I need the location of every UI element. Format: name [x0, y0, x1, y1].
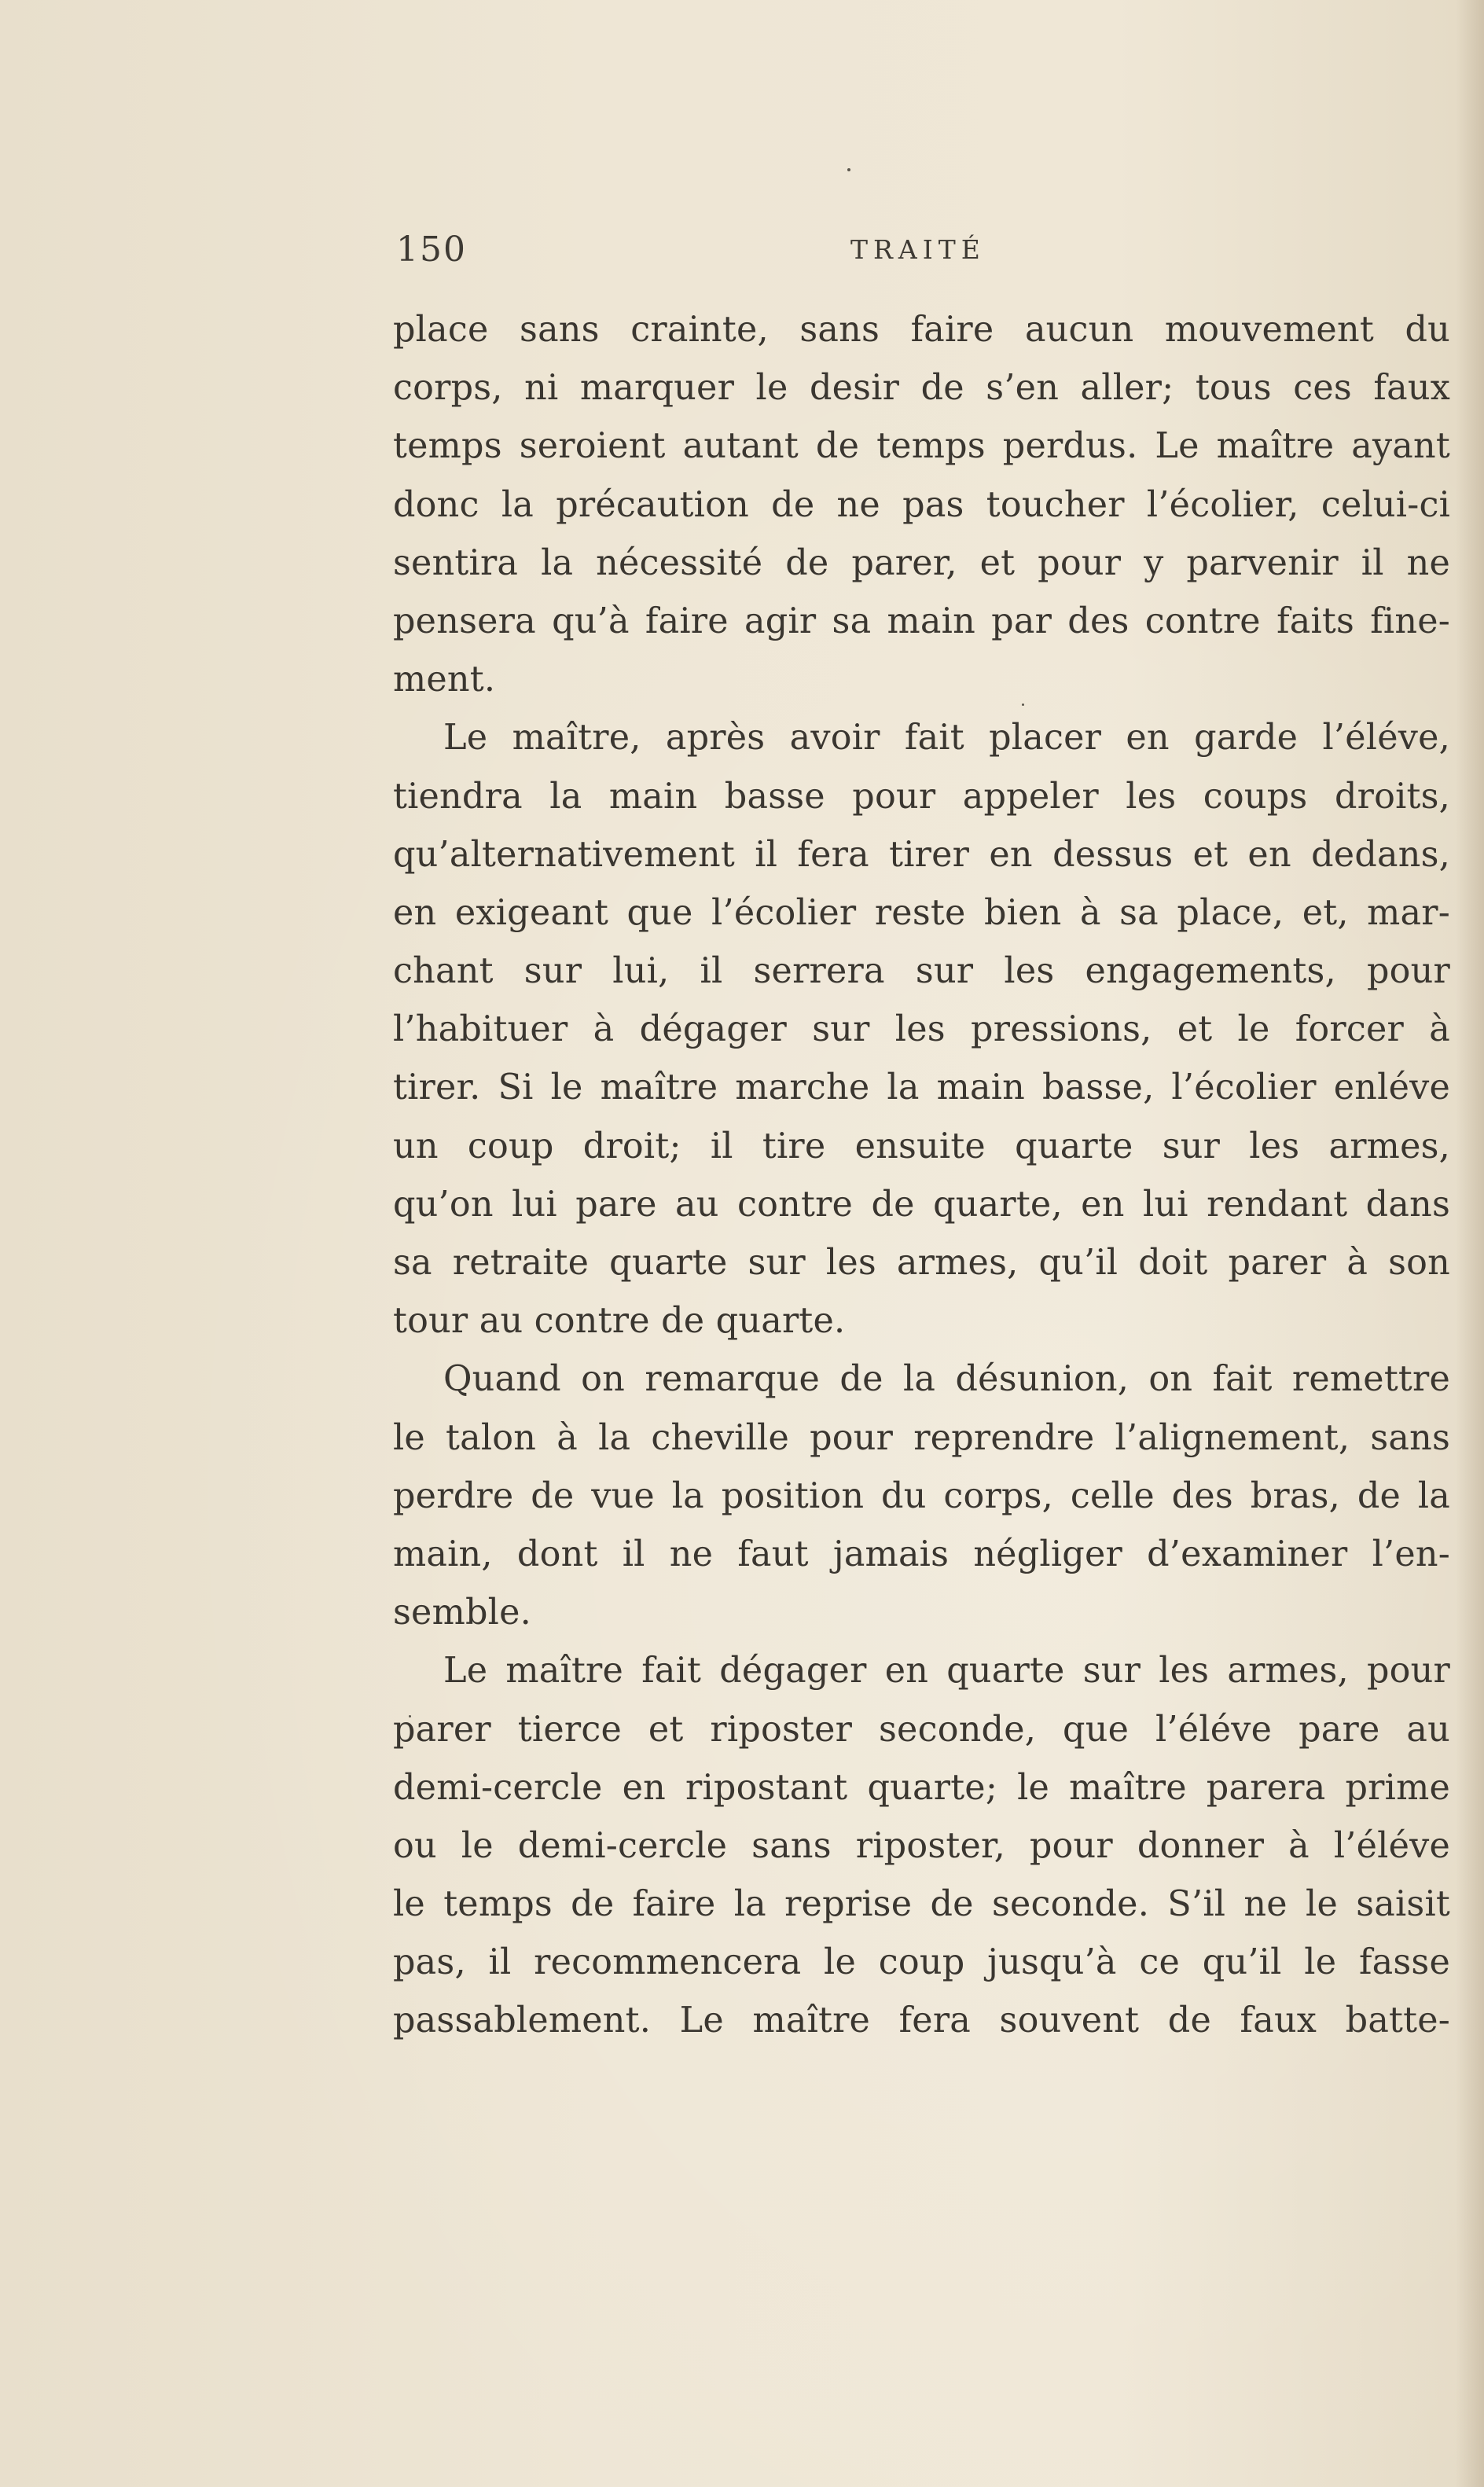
- text-line: chant sur lui, il serrera sur les engagements, pour: [393, 951, 1450, 992]
- text-line: main, dont il ne faut jamais négliger d’examiner l’en-: [393, 1534, 1450, 1574]
- body-text: [393, 301, 1450, 2051]
- text-line: place sans crainte, sans faire aucun mouvement du: [393, 310, 1450, 350]
- page-number: 150: [396, 230, 467, 270]
- paragraph: [393, 1642, 1450, 2050]
- page-edge-shadow: [1456, 0, 1484, 2487]
- page-header: [396, 230, 1449, 277]
- text-line: ou le demi-cercle sans riposter, pour donner à l’éléve: [393, 1825, 1450, 1866]
- text-line: parer tierce et riposter seconde, que l’éléve pare au: [393, 1709, 1450, 1750]
- text-line: semble.: [393, 1592, 531, 1633]
- text-line: Quand on remarque de la désunion, on fait remettre: [443, 1359, 1450, 1400]
- text-line: qu’alternativement il fera tirer en dessus et en dedans,: [393, 834, 1450, 875]
- text-line: perdre de vue la position du corps, celle des bras, de la: [393, 1475, 1450, 1516]
- text-line: temps seroient autant de temps perdus. Le maître ayant: [393, 426, 1450, 467]
- text-line: tirer. Si le maître marche la main basse, l’écolier enléve: [393, 1067, 1450, 1108]
- text-line: sa retraite quarte sur les armes, qu’il doit parer à son: [393, 1243, 1450, 1283]
- paragraph: [393, 1350, 1450, 1642]
- text-line: tour au contre de quarte.: [393, 1301, 846, 1342]
- text-line: donc la précaution de ne pas toucher l’écolier, celui-ci: [393, 484, 1450, 525]
- text-line: Le maître, après avoir fait placer en garde l’éléve,: [443, 718, 1450, 759]
- ink-speck: [847, 168, 850, 171]
- paragraph: [393, 709, 1450, 1350]
- text-line: pensera qu’à faire agir sa main par des contre faits fine-: [393, 601, 1450, 641]
- text-line: qu’on lui pare au contre de quarte, en lui rendant dans: [393, 1184, 1450, 1225]
- text-line: ment.: [393, 659, 496, 700]
- text-line: pas, il recommencera le coup jusqu’à ce qu’il le fasse: [393, 1942, 1450, 1983]
- text-line: tiendra la main basse pour appeler les coups droits,: [393, 776, 1450, 817]
- text-line: un coup droit; il tire ensuite quarte sur les armes,: [393, 1126, 1450, 1166]
- text-line: demi-cercle en ripostant quarte; le maître parera prime: [393, 1767, 1450, 1808]
- text-line: corps, ni marquer le desir de s’en aller; tous ces faux: [393, 368, 1450, 409]
- running-title: TRAITÉ: [850, 234, 986, 265]
- text-line: passablement. Le maître fera souvent de faux batte-: [393, 2000, 1450, 2041]
- text-line: le talon à la cheville pour reprendre l’alignement, sans: [393, 1417, 1450, 1458]
- text-line: l’habituer à dégager sur les pressions, et le forcer à: [393, 1009, 1450, 1050]
- text-line: Le maître fait dégager en quarte sur les armes, pour: [443, 1651, 1450, 1692]
- text-line: en exigeant que l’écolier reste bien à sa place, et, mar-: [393, 892, 1450, 933]
- text-line: le temps de faire la reprise de seconde. S’il ne le saisit: [393, 1884, 1450, 1925]
- text-line: sentira la nécessité de parer, et pour y parvenir il ne: [393, 542, 1450, 583]
- paragraph: [393, 301, 1450, 709]
